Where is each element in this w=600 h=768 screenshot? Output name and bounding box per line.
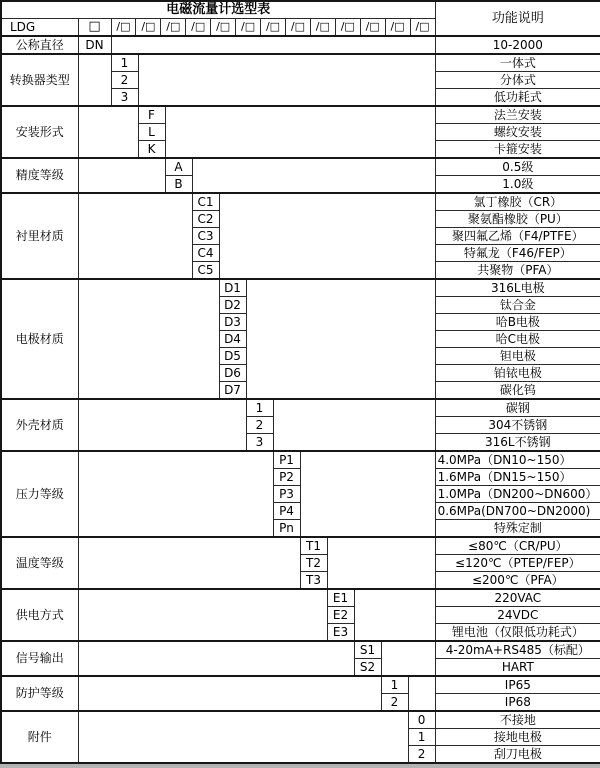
code-cell: C4 — [192, 245, 219, 262]
slot-box: /□ — [135, 19, 160, 35]
desc-cell: 刮刀电极 — [435, 746, 600, 764]
desc-cell: 共聚物（PFA） — [435, 262, 600, 280]
slot-box: /□ — [285, 19, 310, 35]
spacer-cell — [78, 589, 327, 641]
title-row — [1, 1, 600, 19]
desc-cell: 特氟龙（F46/FEP） — [435, 245, 600, 262]
group-label: 防护等级 — [1, 676, 78, 711]
desc-cell: 1.0级 — [435, 176, 600, 194]
desc-cell: ≤80℃（CR/PU） — [435, 537, 600, 555]
model-prefix: LDG — [1, 19, 78, 37]
code-cell: 3 — [111, 89, 138, 107]
spacer-cell — [78, 451, 273, 537]
code-cell: D5 — [219, 348, 246, 365]
code-cell: T2 — [300, 555, 327, 572]
desc-cell: 卡箍安装 — [435, 141, 600, 159]
code-cell: D1 — [219, 279, 246, 297]
desc-cell: IP65 — [435, 676, 600, 694]
slot-box: /□ — [310, 19, 335, 35]
spacer-cell — [219, 193, 435, 279]
code-cell: 2 — [111, 72, 138, 89]
desc-cell: 碳化钨 — [435, 382, 600, 400]
group-label: 电极材质 — [1, 279, 78, 399]
table-row — [1, 711, 600, 729]
code-cell: P4 — [273, 503, 300, 520]
table-row — [1, 451, 600, 469]
slot-box: /□ — [385, 19, 410, 35]
spacer-cell — [354, 589, 435, 641]
spacer-cell — [192, 158, 435, 193]
code-cell: 2 — [246, 417, 273, 434]
slot-box: /□ — [160, 19, 185, 35]
desc-cell: 低功耗式 — [435, 89, 600, 107]
table-row — [1, 36, 600, 54]
code-cell: 0 — [408, 711, 435, 729]
code-cell: K — [138, 141, 165, 159]
code-cell: C2 — [192, 211, 219, 228]
table-row — [1, 676, 600, 694]
desc-cell: 聚氨酯橡胶（PU） — [435, 211, 600, 228]
desc-cell: 220VAC — [435, 589, 600, 607]
table-row — [1, 537, 600, 555]
desc-cell: 1.6MPa（DN15~150） — [435, 469, 600, 486]
spacer-cell — [78, 106, 138, 158]
code-cell: S1 — [354, 641, 381, 659]
desc-cell: IP68 — [435, 694, 600, 712]
table-row — [1, 106, 600, 124]
spacer-cell — [408, 676, 435, 711]
desc-cell: ≤200℃（PFA） — [435, 572, 600, 590]
table-row — [1, 399, 600, 417]
table-row — [1, 589, 600, 607]
desc-cell: 钽电极 — [435, 348, 600, 365]
slot-box: /□ — [235, 19, 260, 35]
code-cell: D3 — [219, 314, 246, 331]
code-cell: 2 — [381, 694, 408, 712]
code-cell: D2 — [219, 297, 246, 314]
desc-cell: 4.0MPa（DN10~150） — [435, 451, 600, 469]
code-cell: 1 — [111, 54, 138, 72]
code-cell: T3 — [300, 572, 327, 590]
spacer-cell — [78, 641, 354, 676]
desc-cell: 分体式 — [435, 72, 600, 89]
model-slots — [111, 19, 435, 37]
slot-box: /□ — [410, 19, 435, 35]
desc-cell: 钛合金 — [435, 297, 600, 314]
table-row — [1, 193, 600, 211]
code-cell: D7 — [219, 382, 246, 400]
function-column-header: 功能说明 — [435, 1, 600, 36]
slot-box: /□ — [335, 19, 360, 35]
spacer-cell — [165, 106, 435, 158]
desc-cell: 接地电极 — [435, 729, 600, 746]
spacer-cell — [138, 54, 435, 106]
code-cell: L — [138, 124, 165, 141]
table-title: 电磁流量计选型表 — [1, 1, 435, 19]
desc-cell: 法兰安装 — [435, 106, 600, 124]
code-cell: F — [138, 106, 165, 124]
code-cell: P1 — [273, 451, 300, 469]
group-label: 衬里材质 — [1, 193, 78, 279]
code-cell: C5 — [192, 262, 219, 280]
spacer-cell — [78, 537, 300, 589]
slot-box: /□ — [185, 19, 210, 35]
desc-cell: 哈C电极 — [435, 331, 600, 348]
group-label: 供电方式 — [1, 589, 78, 641]
spacer-cell — [246, 279, 435, 399]
code-cell: Pn — [273, 520, 300, 538]
desc-cell: 哈B电极 — [435, 314, 600, 331]
desc-cell: 锂电池（仅限低功耗式） — [435, 624, 600, 642]
group-label: 外壳材质 — [1, 399, 78, 451]
group-label: 转换器类型 — [1, 54, 78, 106]
desc-cell: 316L不锈钢 — [435, 434, 600, 452]
table-row — [1, 54, 600, 72]
desc-cell: 304不锈钢 — [435, 417, 600, 434]
spacer-cell — [111, 36, 435, 54]
desc-cell: 一体式 — [435, 54, 600, 72]
code-cell: D6 — [219, 365, 246, 382]
group-label: 公称直径 — [1, 36, 78, 54]
desc-cell: 螺纹安装 — [435, 124, 600, 141]
code-cell: D4 — [219, 331, 246, 348]
desc-cell: 1.0MPa（DN200~DN600） — [435, 486, 600, 503]
code-cell: 1 — [246, 399, 273, 417]
code-cell: E1 — [327, 589, 354, 607]
spacer-cell — [78, 399, 246, 451]
table-row — [1, 279, 600, 297]
code-cell: P2 — [273, 469, 300, 486]
code-cell: C3 — [192, 228, 219, 245]
code-cell: P3 — [273, 486, 300, 503]
model-box: □ — [78, 19, 111, 37]
slot-box: /□ — [260, 19, 285, 35]
desc-cell: 氯丁橡胶（CR） — [435, 193, 600, 211]
slot-box: /□ — [210, 19, 235, 35]
slot-box-row — [112, 19, 435, 35]
group-label: 安装形式 — [1, 106, 78, 158]
group-label: 压力等级 — [1, 451, 78, 537]
code-cell: 1 — [381, 676, 408, 694]
desc-cell: 铂铱电极 — [435, 365, 600, 382]
desc-cell: 聚四氟乙烯（F4/PTFE） — [435, 228, 600, 245]
group-label: 附件 — [1, 711, 78, 763]
code-cell: A — [165, 158, 192, 176]
code-cell: C1 — [192, 193, 219, 211]
spacer-cell — [78, 676, 381, 711]
code-cell: DN — [78, 36, 111, 54]
table-row — [1, 158, 600, 176]
slot-box: /□ — [360, 19, 385, 35]
desc-cell: 10-2000 — [435, 36, 600, 54]
bottom-edge-strip — [0, 764, 600, 768]
code-cell: 3 — [246, 434, 273, 452]
table-row — [1, 641, 600, 659]
desc-cell: 特殊定制 — [435, 520, 600, 538]
desc-cell: ≤120℃（PTEP/FEP） — [435, 555, 600, 572]
spacer-cell — [78, 54, 111, 106]
code-cell: 2 — [408, 746, 435, 764]
spacer-cell — [273, 399, 435, 451]
desc-cell: 不接地 — [435, 711, 600, 729]
code-cell: 1 — [408, 729, 435, 746]
slot-box: /□ — [116, 20, 131, 34]
spacer-cell — [381, 641, 435, 676]
spacer-cell — [78, 279, 219, 399]
code-cell: E3 — [327, 624, 354, 642]
desc-cell: 24VDC — [435, 607, 600, 624]
group-label: 精度等级 — [1, 158, 78, 193]
code-cell: E2 — [327, 607, 354, 624]
spacer-cell — [300, 451, 435, 537]
desc-cell: 4-20mA+RS485（标配） — [435, 641, 600, 659]
desc-cell: 316L电极 — [435, 279, 600, 297]
spacer-cell — [327, 537, 435, 589]
code-cell: B — [165, 176, 192, 194]
code-cell: S2 — [354, 659, 381, 677]
spacer-cell — [78, 158, 165, 193]
desc-cell: HART — [435, 659, 600, 677]
desc-cell: 碳钢 — [435, 399, 600, 417]
spacer-cell — [78, 711, 408, 763]
desc-cell: 0.6MPa(DN700~DN2000) — [435, 503, 600, 520]
desc-cell: 0.5级 — [435, 158, 600, 176]
group-label: 信号输出 — [1, 641, 78, 676]
code-cell: T1 — [300, 537, 327, 555]
group-label: 温度等级 — [1, 537, 78, 589]
spacer-cell — [78, 193, 192, 279]
